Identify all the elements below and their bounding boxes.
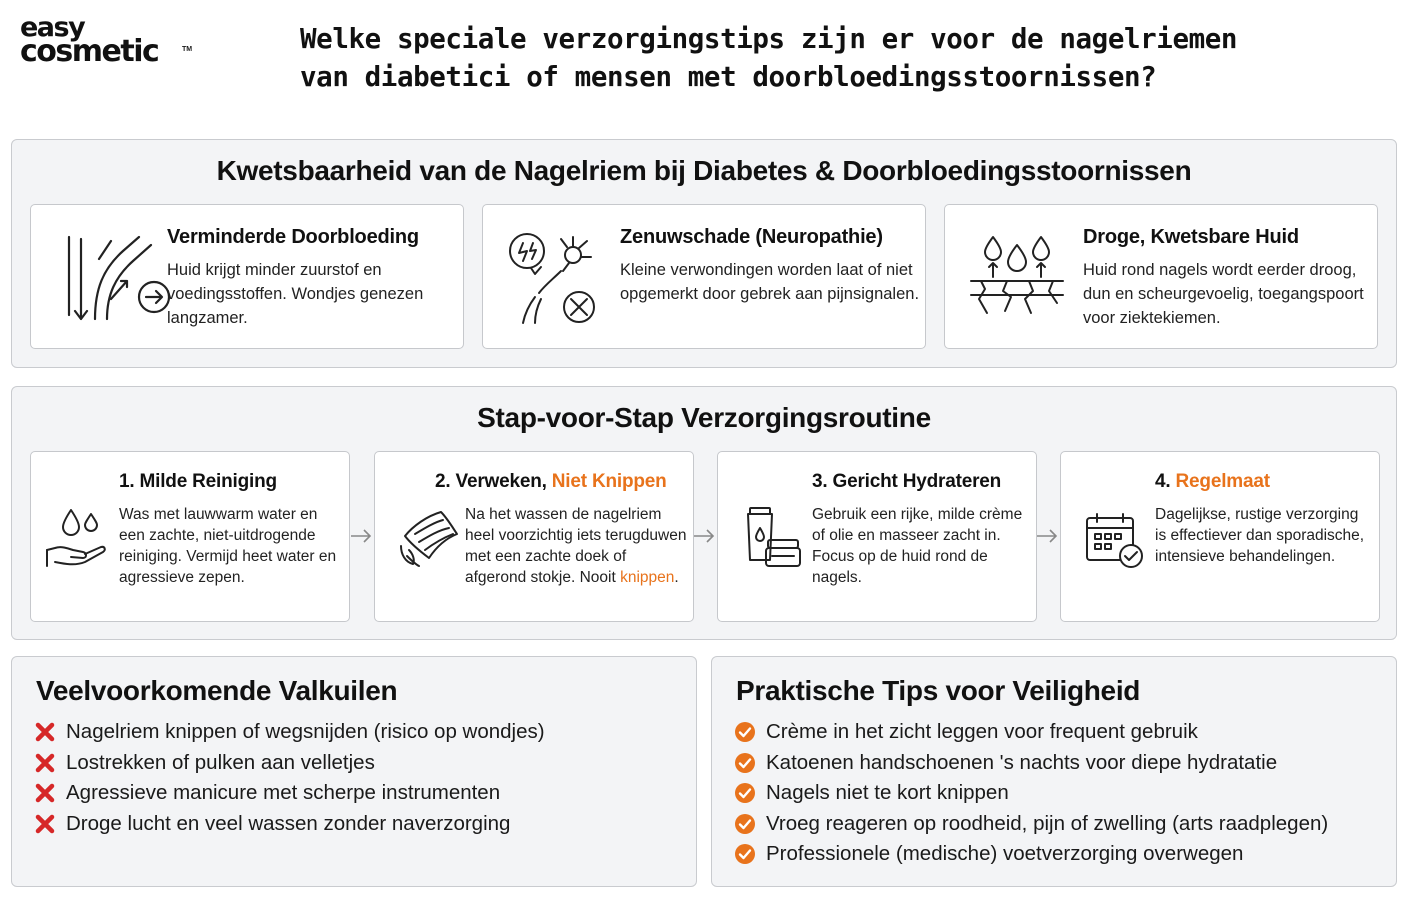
pitfall-item	[34, 809, 545, 840]
routine-step-text: Gebruik een rijke, milde crème of olie en masseer zacht in. Focus op de huid rond de nagels.	[812, 506, 1023, 586]
routine-step-title	[812, 471, 1001, 493]
check-circle-icon	[734, 721, 756, 743]
tip-text: Nagels niet te kort knippen	[766, 781, 1009, 805]
vulnerability-card-circulation	[30, 204, 464, 349]
calendar-check-icon	[1083, 510, 1147, 570]
check-circle-icon	[734, 843, 756, 865]
cross-icon	[34, 782, 56, 804]
pitfall-text: Nagelriem knippen of wegsnijden (risico op wondjes)	[66, 720, 545, 744]
pitfall-item	[34, 778, 545, 809]
step-arrow-icon	[349, 527, 373, 545]
tips-panel	[711, 656, 1397, 887]
check-circle-icon	[734, 752, 756, 774]
pitfalls-panel	[11, 656, 697, 887]
pitfalls-list	[34, 717, 545, 839]
tip-item	[734, 778, 1328, 809]
routine-step-title-text: 2. Verweken,	[435, 471, 552, 492]
routine-step-4	[1060, 451, 1380, 622]
pitfalls-title: Veelvoorkomende Valkuilen	[36, 675, 398, 706]
page-title	[300, 20, 1300, 96]
step-arrow-icon	[692, 527, 716, 545]
vulnerability-card-text: Huid rond nagels wordt eerder droog, dun en scheurgevoelig, toegangspoort voor ziektekiemen.	[1083, 261, 1364, 327]
tip-item	[734, 748, 1328, 779]
routine-step-1	[30, 451, 350, 622]
vulnerability-card-title: Verminderde Doorbloeding	[167, 226, 419, 248]
tip-item	[734, 809, 1328, 840]
pitfall-item	[34, 748, 545, 779]
routine-title: Stap-voor-Stap Verzorgingsroutine	[477, 402, 931, 433]
pitfall-text: Lostrekken of pulken aan velletjes	[66, 750, 375, 774]
routine-step-title-text: 4.	[1155, 471, 1176, 492]
vulnerability-card-title: Droge, Kwetsbare Huid	[1083, 226, 1299, 248]
check-circle-icon	[734, 782, 756, 804]
routine-step-title-text: 1. Milde Reiniging	[119, 471, 277, 492]
page-title-line1: Welke speciale verzorgingstips zijn er voor de nagelriemen	[300, 23, 1238, 55]
cross-icon	[34, 813, 56, 835]
brand-logo-line2: cosmetic	[20, 34, 159, 69]
routine-step-text-body: Na het wassen de nagelriem heel voorzichtig iets terugduwen met een zachte doek of afgerond stokje. Nooit	[465, 506, 687, 586]
vulnerability-card-text: Kleine verwondingen worden laat of niet opgemerkt door gebrek aan pijnsignalen.	[620, 261, 920, 303]
routine-step-title	[119, 471, 277, 493]
vulnerability-card-text: Huid krijgt minder zuurstof en voedingsstoffen. Wondjes genezen langzamer.	[167, 261, 424, 327]
vulnerability-panel	[11, 139, 1397, 368]
routine-step-text: Was met lauwwarm water en een zachte, niet-uitdrogende reiniging. Vermijd heet water en agressieve zepen.	[119, 506, 337, 586]
cracked-dry-skin-icon	[967, 233, 1067, 323]
tip-text: Crème in het zicht leggen voor frequent gebruik	[766, 720, 1198, 744]
routine-step-text-end: .	[674, 569, 679, 586]
vulnerability-title: Kwetsbaarheid van de Nagelriem bij Diabetes & Doorbloedingsstoornissen	[216, 155, 1192, 186]
pitfall-item	[34, 717, 545, 748]
cloth-hand-icon	[397, 506, 463, 570]
routine-step-text-accent: knippen	[620, 569, 675, 586]
tip-text: Professionele (medische) voetverzorging overwegen	[766, 842, 1244, 866]
routine-step-3	[717, 451, 1037, 622]
routine-step-title-accent: Niet Knippen	[551, 471, 667, 492]
tip-item	[734, 839, 1328, 870]
pitfall-text: Agressieve manicure met scherpe instrumenten	[66, 781, 501, 805]
routine-step-title-accent: Regelmaat	[1175, 471, 1270, 492]
routine-step-title-text: 3. Gericht Hydrateren	[812, 471, 1002, 492]
brand-trademark: TM	[182, 46, 193, 53]
tip-text: Katoenen handschoenen 's nachts voor diepe hydratatie	[766, 750, 1278, 774]
routine-step-text: Dagelijkse, rustige verzorging is effectiever dan sporadische, intensieve behandelingen.	[1155, 506, 1365, 565]
vulnerability-card-neuropathy	[482, 204, 926, 349]
tips-list	[734, 717, 1328, 870]
routine-step-title	[1155, 471, 1270, 493]
routine-step-text	[465, 504, 687, 588]
step-arrow-icon	[1035, 527, 1059, 545]
vulnerability-card-dry-skin	[944, 204, 1378, 349]
brand-logo-line1: easy	[20, 12, 85, 43]
cream-tube-jar-icon	[742, 504, 802, 570]
routine-panel	[11, 386, 1397, 640]
check-circle-icon	[734, 813, 756, 835]
vulnerability-card-title: Zenuwschade (Neuropathie)	[620, 226, 883, 248]
page-title-line2: van diabetici of mensen met doorbloedingsstoornissen?	[300, 61, 1157, 93]
nerve-damage-icon	[505, 227, 605, 327]
tip-text: Vroeg reageren op roodheid, pijn of zwelling (arts raadplegen)	[766, 811, 1329, 835]
routine-step-2	[374, 451, 694, 622]
pitfall-text: Droge lucht en veel wassen zonder naverzorging	[66, 811, 511, 835]
hand-water-drops-icon	[43, 506, 109, 570]
brand-logo	[20, 12, 193, 72]
tips-title: Praktische Tips voor Veiligheid	[736, 675, 1141, 706]
blood-flow-arrow-icon	[59, 229, 179, 329]
tip-item	[734, 717, 1328, 748]
cross-icon	[34, 752, 56, 774]
routine-step-title	[435, 471, 667, 493]
cross-icon	[34, 721, 56, 743]
